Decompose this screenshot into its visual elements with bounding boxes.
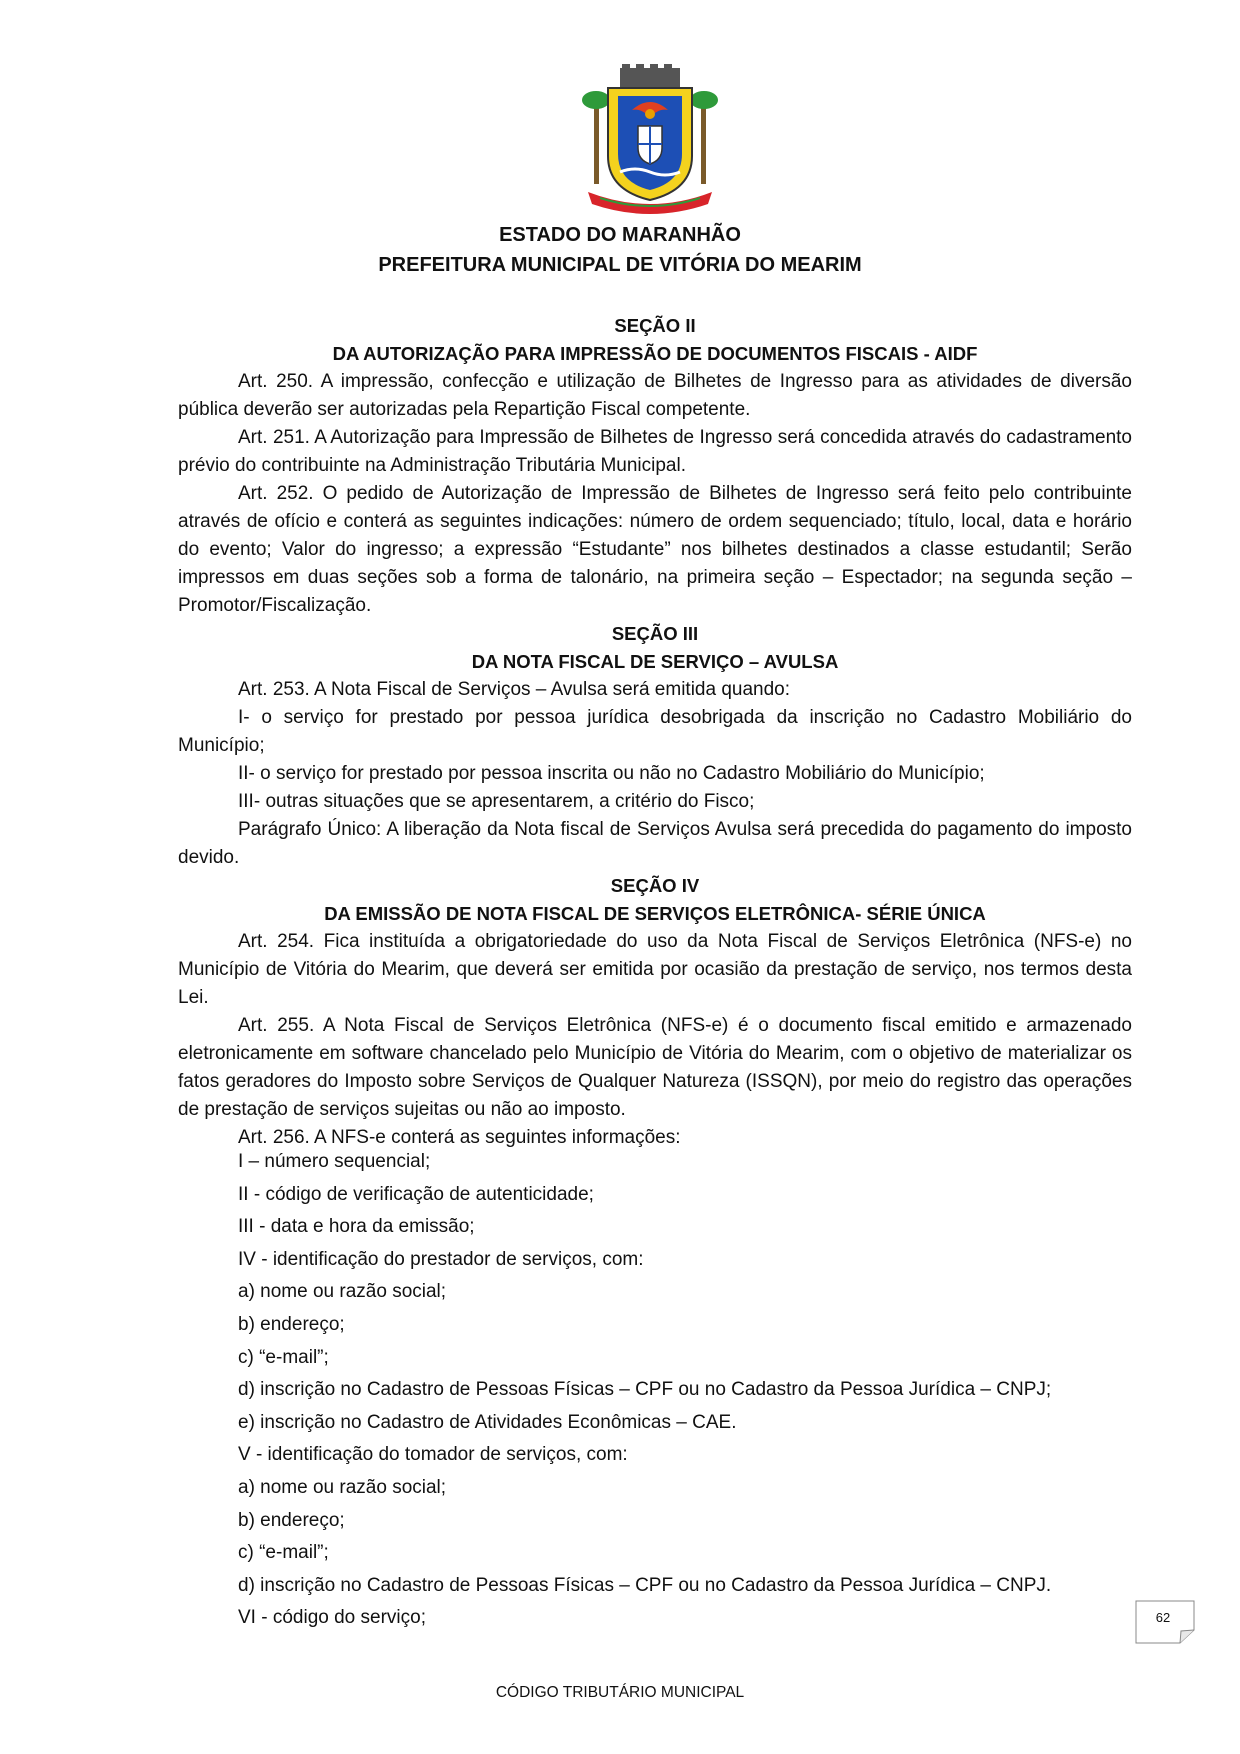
list-item: VI - código do serviço;: [238, 1607, 426, 1629]
list-item: d) inscrição no Cadastro de Pessoas Físicas – CPF ou no Cadastro da Pessoa Jurídica – CNPJ;: [238, 1379, 1052, 1401]
section-ii-title: SEÇÃO II: [614, 315, 696, 336]
footer-title: CÓDIGO TRIBUTÁRIO MUNICIPAL: [495, 1684, 745, 1701]
list-item: c) “e-mail”;: [238, 1542, 329, 1564]
list-item: I – número sequencial;: [238, 1151, 431, 1172]
list-item: b) endereço;: [238, 1313, 345, 1335]
list-item: e) inscrição no Cadastro de Atividades Econômicas – CAE.: [238, 1411, 737, 1433]
article-253-paragraph: Parágrafo Único: A liberação da Nota fiscal de Serviços Avulsa será precedida do pagamento do imposto devido.: [178, 819, 1132, 868]
article-253: Art. 253. A Nota Fiscal de Serviços – Avulsa será emitida quando:: [238, 679, 791, 700]
list-item: a) nome ou razão social;: [238, 1281, 447, 1303]
article-256: Art. 256. A NFS-e conterá as seguintes informações:: [238, 1127, 681, 1148]
list-item: IV - identificação do prestador de serviços, com:: [238, 1248, 644, 1270]
list-item: a) nome ou razão social;: [238, 1476, 447, 1498]
section-ii-subtitle: DA AUTORIZAÇÃO PARA IMPRESSÃO DE DOCUMENTOS FISCAIS - AIDF: [332, 343, 978, 364]
state-heading: ESTADO DO MARANHÃO: [499, 224, 741, 246]
article-251: Art. 251. A Autorização para Impressão de Bilhetes de Ingresso será concedida através do cadastramento prévio do contribuinte na Administração Tributária Municipal.: [178, 427, 1132, 476]
section-iv-subtitle: DA EMISSÃO DE NOTA FISCAL DE SERVIÇOS ELETRÔNICA- SÉRIE ÚNICA: [324, 903, 986, 924]
prefecture-heading: PREFEITURA MUNICIPAL DE VITÓRIA DO MEARIM: [378, 254, 862, 276]
list-item: III - data e hora da emissão;: [238, 1216, 475, 1238]
article-253-item-i: I- o serviço for prestado por pessoa jurídica desobrigada da inscrição no Cadastro Mobiliário do Município;: [178, 707, 1132, 756]
document-body: [178, 312, 1132, 1152]
article-255: Art. 255. A Nota Fiscal de Serviços Eletrônica (NFS-e) é o documento fiscal emitido e armazenado eletronicamente em software chancelado pelo Município de Vitória do Mearim, com o objetivo de materializar os fatos geradores do Imposto sobre Serviços de Qualquer Natureza (ISSQN), por meio do registro das operações de prestação de serviços sujeitas ou não ao imposto.: [178, 1015, 1132, 1120]
article-254: Art. 254. Fica instituída a obrigatoriedade do uso da Nota Fiscal de Serviços Eletrônica (NFS-e) no Município de Vitória do Mearim, que deverá ser emitida por ocasião da prestação de serviço, nos termos desta Lei.: [178, 931, 1132, 1008]
article-253-item-ii: II- o serviço for prestado por pessoa inscrita ou não no Cadastro Mobiliário do Município;: [238, 763, 985, 784]
coat-of-arms-logo: [580, 64, 720, 214]
section-iii-title: SEÇÃO III: [611, 623, 699, 644]
list-item: c) “e-mail”;: [238, 1346, 329, 1368]
page-number: 62: [1155, 1610, 1171, 1625]
section-iv-title: SEÇÃO IV: [610, 875, 700, 896]
nfse-information-list: [238, 1146, 1138, 1635]
list-item: b) endereço;: [238, 1509, 345, 1531]
list-item: d) inscrição no Cadastro de Pessoas Físicas – CPF ou no Cadastro da Pessoa Jurídica – CNPJ.: [238, 1574, 1052, 1596]
article-250: Art. 250. A impressão, confecção e utilização de Bilhetes de Ingresso para as atividades de diversão pública deverão ser autorizadas pela Repartição Fiscal competente.: [178, 371, 1132, 420]
article-253-item-iii: III- outras situações que se apresentarem, a critério do Fisco;: [238, 791, 755, 812]
section-iii-subtitle: DA NOTA FISCAL DE SERVIÇO – AVULSA: [471, 651, 839, 672]
article-252: Art. 252. O pedido de Autorização de Impressão de Bilhetes de Ingresso será feito pelo contribuinte através de ofício e conterá as seguintes indicações: número de ordem sequenciado; título, local, data e horário do evento; Valor do ingresso; a expressão “Estudante” nos bilhetes destinados a classe estudantil; Serão impressos em duas seções sob a forma de talonário, na primeira seção – Espectador; na segunda seção – Promotor/Fiscalização.: [178, 483, 1132, 616]
list-item: V - identificação do tomador de serviços, com:: [238, 1444, 628, 1466]
list-item: II - código de verificação de autenticidade;: [238, 1183, 594, 1205]
